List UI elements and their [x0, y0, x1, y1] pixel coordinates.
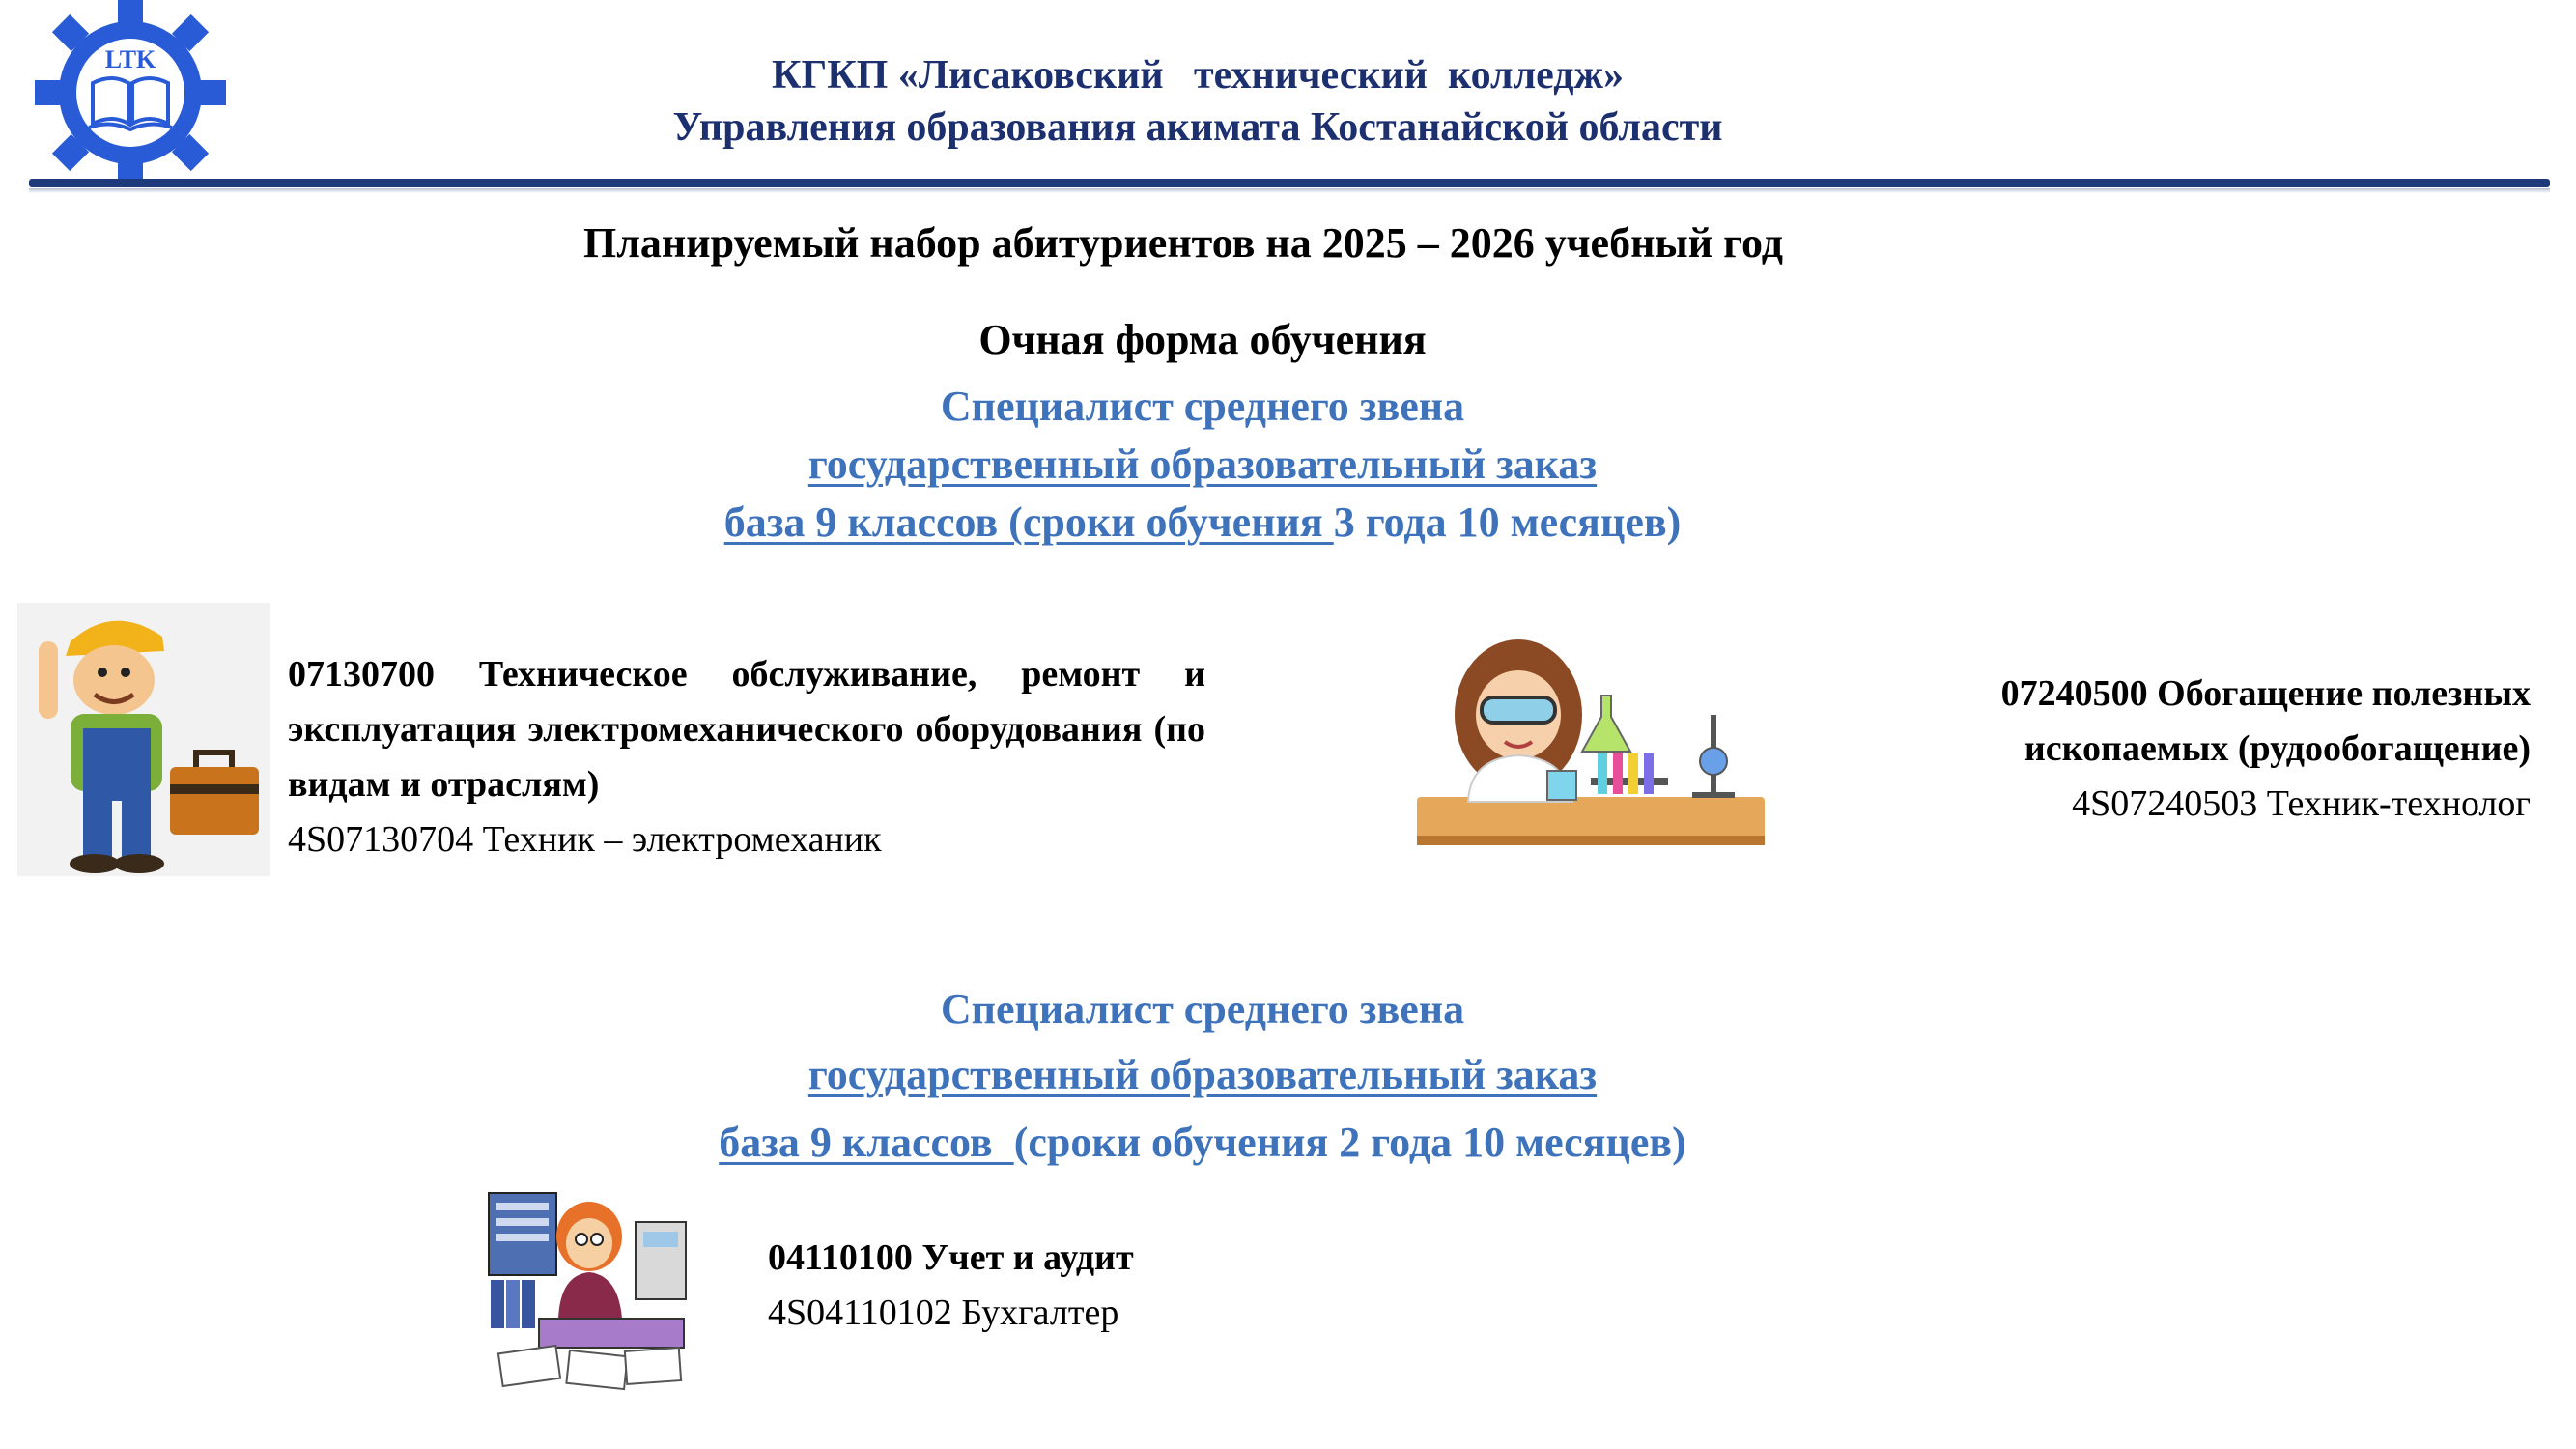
- block2-base-underlined: база 9 классов: [719, 1119, 1014, 1166]
- block1-order: [0, 437, 2405, 493]
- specialty-code-title-line2: ископаемых (рудообогащение): [2024, 728, 2531, 769]
- block1-order-text: государственный образовательный заказ: [807, 440, 1598, 488]
- block1-base-rest: 3 года 10 месяцев): [1333, 498, 1682, 546]
- logo-text: LTK: [104, 45, 156, 73]
- study-form-heading: Очная форма обучения: [978, 316, 1427, 363]
- block1-level: Специалист среднего звена: [940, 383, 1465, 430]
- page-title: Планируемый набор абитуриентов на 2025 – 2026 учебный год: [582, 219, 1783, 267]
- worker-icon: [17, 603, 270, 876]
- block2-base: [0, 1115, 2405, 1171]
- block2-order: [0, 1047, 2405, 1103]
- block2-level: Специалист среднего звена: [940, 985, 1465, 1033]
- chemist-icon: [1412, 638, 1769, 860]
- qualification: 4S04110102 Бухгалтер: [768, 1293, 1119, 1333]
- block1-base-underlined: база 9 классов (сроки обучения: [723, 498, 1334, 546]
- specialty-code-title-line1: 07240500 Обогащение полезных: [2000, 673, 2531, 714]
- qualification: 4S07240503 Техник-технолог: [2072, 783, 2531, 824]
- specialty-code-title: 07130700 Техническое обслуживание, ремонт и эксплуатация электромеханического оборудования (по видам и отраслям): [288, 654, 1205, 805]
- specialty-code-title: 04110100 Учет и аудит: [768, 1237, 1134, 1278]
- accountant-illustration: [481, 1183, 695, 1391]
- electrician-illustration: [17, 603, 270, 876]
- specialty-mineral-processing: [1864, 667, 2531, 832]
- accountant-icon: [481, 1183, 695, 1391]
- chemistry-illustration: [1412, 638, 1769, 860]
- block2-base-rest: (сроки обучения 2 года 10 месяцев): [1013, 1119, 1686, 1166]
- header-divider: [29, 179, 2550, 187]
- qualification: 4S07130704 Техник – электромеханик: [288, 819, 882, 860]
- header-divider-shadow: [29, 188, 2550, 193]
- specialty-electromechanical: [288, 647, 1205, 867]
- specialty-accounting: [768, 1231, 1347, 1341]
- college-name: КГКП «Лисаковский технический колледж»: [772, 53, 1624, 98]
- block2-order-text: государственный образовательный заказ: [807, 1051, 1598, 1098]
- block1-base: [0, 495, 2405, 551]
- department-name: Управления образования акимата Костанайской области: [672, 105, 1723, 150]
